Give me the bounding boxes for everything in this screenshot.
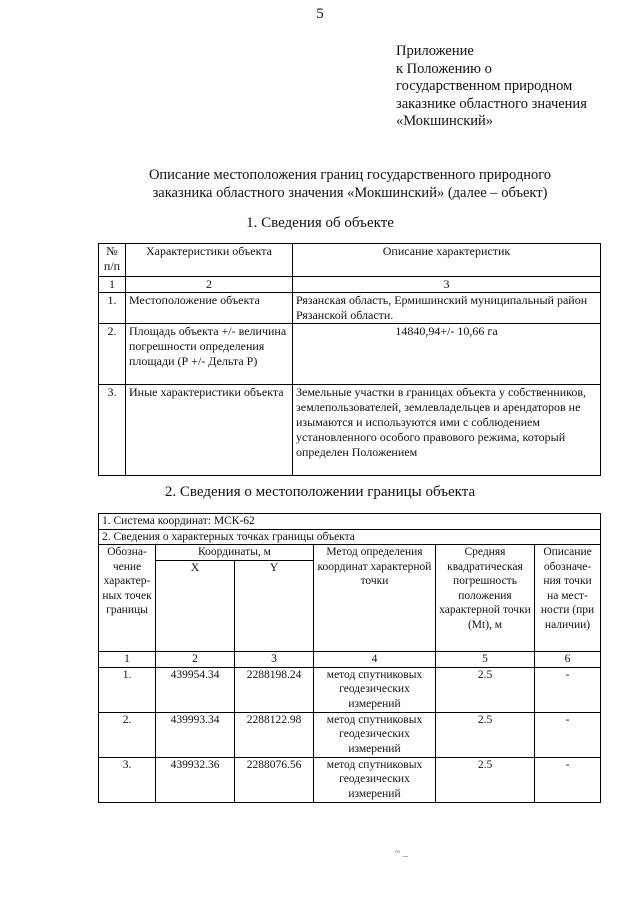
table-row xyxy=(99,757,601,802)
page-number: 5 xyxy=(316,6,324,22)
title-line: заказника областного значения «Мокшинский» (далее – объект) xyxy=(152,185,548,201)
col-number: 3 xyxy=(293,277,601,293)
document-title xyxy=(60,166,640,202)
footer-mark: ~ _ xyxy=(395,847,408,858)
appendix-line: заказнике областного значения xyxy=(396,95,587,112)
header-method: Метод определения координат характерной точки xyxy=(314,545,436,652)
header-point-description: Описание обозначе-ния точки на мест-ности (при наличии) xyxy=(535,545,601,652)
point-y: 2288198.24 xyxy=(235,667,314,712)
table-row xyxy=(99,324,601,385)
header-description: Описание характеристик xyxy=(293,244,601,277)
table-row xyxy=(99,712,601,757)
point-description: - xyxy=(535,667,601,712)
row-value: 14840,94+/- 10,66 га xyxy=(293,324,601,385)
point-y: 2288076.56 xyxy=(235,757,314,802)
col-number: 6 xyxy=(535,652,601,668)
row-num: 2. xyxy=(99,324,126,385)
header-num: № п/п xyxy=(99,244,126,277)
point-accuracy: 2.5 xyxy=(436,757,535,802)
row-value: Рязанская область, Ермишинский муниципальный район Рязанской области. xyxy=(293,293,601,324)
point-description: - xyxy=(535,757,601,802)
appendix-line: государственном природном xyxy=(396,78,573,94)
row-num: 1. xyxy=(99,293,126,324)
point-x: 439993.34 xyxy=(156,712,235,757)
boundary-points-table xyxy=(98,513,601,803)
col-number: 2 xyxy=(156,652,235,668)
col-number: 5 xyxy=(436,652,535,668)
header-characteristics: Характеристики объекта xyxy=(126,244,293,277)
header-coordinates: Координаты, м xyxy=(156,545,314,561)
header-accuracy: Средняя квадратическая погрешность положения характерной точки (Mt), м xyxy=(436,545,535,652)
col-number: 1 xyxy=(99,652,156,668)
section2-heading: 2. Сведения о местоположении границы объекта xyxy=(164,484,476,500)
point-y: 2288122.98 xyxy=(235,712,314,757)
point-id: 1. xyxy=(99,667,156,712)
point-description: - xyxy=(535,712,601,757)
col-number: 3 xyxy=(235,652,314,668)
points-caption: 2. Сведения о характерных точках границы объекта xyxy=(99,529,601,545)
table-row xyxy=(99,385,601,476)
col-number: 4 xyxy=(314,652,436,668)
row-num: 3. xyxy=(99,385,126,476)
col-number: 2 xyxy=(126,277,293,293)
header-y: Y xyxy=(235,561,314,652)
appendix-line: «Мокшинский» xyxy=(396,113,494,129)
point-method: метод спутниковых геодезических измерений xyxy=(314,757,436,802)
row-name: Местоположение объекта xyxy=(126,293,293,324)
section1-heading: 1. Сведения об объекте xyxy=(246,215,394,231)
point-accuracy: 2.5 xyxy=(436,712,535,757)
table-row xyxy=(99,667,601,712)
header-x: X xyxy=(156,561,235,652)
appendix-line: к Положению о xyxy=(396,60,492,77)
appendix-line: Приложение xyxy=(396,43,474,59)
point-x: 439954.34 xyxy=(156,667,235,712)
title-line: Описание местоположения границ государственного природного xyxy=(148,167,552,183)
header-designation: Обозна-чение характер-ных точек границы xyxy=(99,545,156,652)
col-number: 1 xyxy=(99,277,126,293)
point-id: 2. xyxy=(99,712,156,757)
coord-system: 1. Система координат: МСК-62 xyxy=(99,514,601,530)
table-row xyxy=(99,293,601,324)
point-method: метод спутниковых геодезических измерений xyxy=(314,712,436,757)
appendix-header xyxy=(396,43,587,131)
object-info-table xyxy=(98,243,601,476)
row-name: Площадь объекта +/- величина погрешности определения площади (Р +/- Дельта Р) xyxy=(126,324,293,385)
row-value: Земельные участки в границах объекта у собственников, землепользователей, землевладельцев и арендаторов не изымаются и используются ими с соблюдением установленного особого правового режима, который определен Положением xyxy=(293,385,601,476)
point-method: метод спутниковых геодезических измерений xyxy=(314,667,436,712)
point-id: 3. xyxy=(99,757,156,802)
point-accuracy: 2.5 xyxy=(436,667,535,712)
row-name: Иные характеристики объекта xyxy=(126,385,293,476)
point-x: 439932.36 xyxy=(156,757,235,802)
